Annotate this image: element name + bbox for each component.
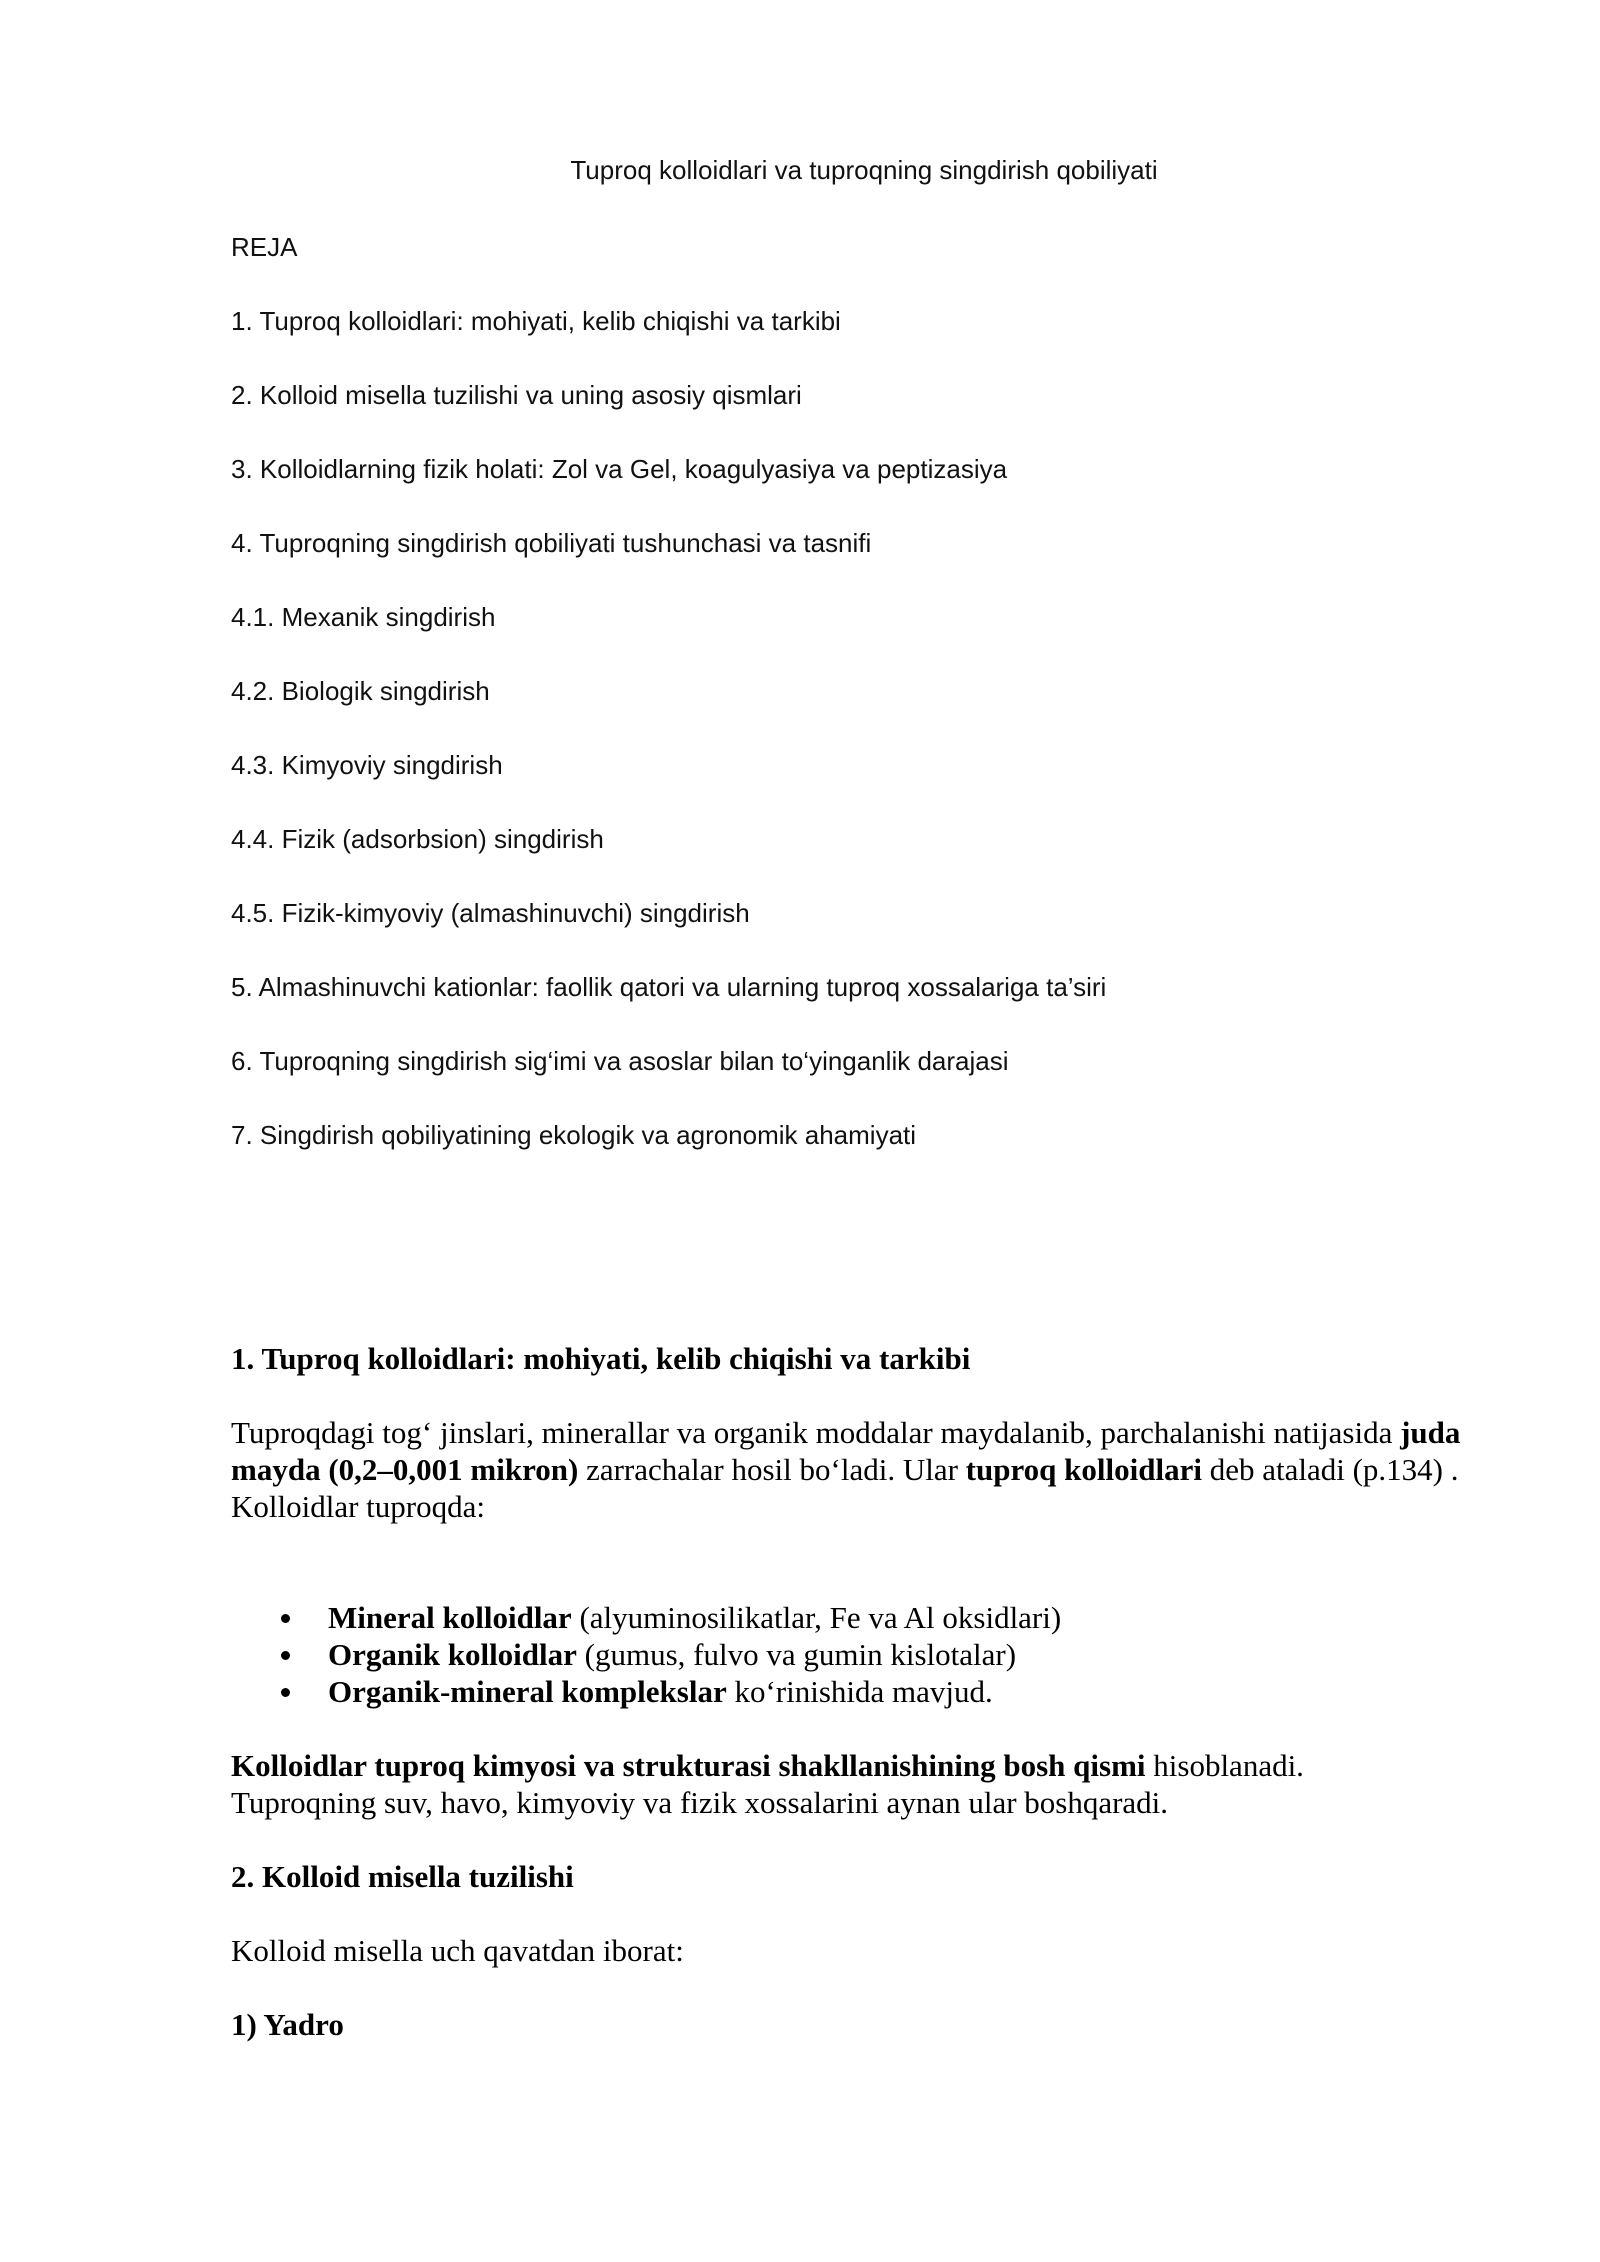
list-item: Organik-mineral komplekslar ko‘rinishida mavjud. [231, 1673, 1061, 1710]
plan-item: 4.1. Mexanik singdirish [231, 602, 496, 632]
section-heading: 1. Tuproq kolloidlari: mohiyati, kelib chiqishi va tarkibi [231, 1341, 971, 1376]
plan-item: 1. Tuproq kolloidlari: mohiyati, kelib chiqishi va tarkibi [231, 306, 841, 336]
bullet-icon [281, 1614, 290, 1623]
plan-item: 7. Singdirish qobiliyatining ekologik va agronomik ahamiyati [231, 1120, 917, 1150]
document-title: Tuproq kolloidlari va tuproqning singdirish qobiliyati [570, 155, 1158, 185]
bullet-list [231, 1599, 1061, 1710]
list-item: Organik kolloidlar (gumus, fulvo va gumin kislotalar) [231, 1636, 1061, 1673]
section1-summary: Kolloidlar tuproq kimyosi va strukturasi shakllanishining bosh qismi hisoblanadi. Tuproqning suv, havo, kimyoviy va fizik xossalarini aynan ular boshqaradi. [231, 1748, 1304, 1820]
bullet-icon [281, 1688, 290, 1697]
plan-item: 4.4. Fizik (adsorbsion) singdirish [231, 824, 604, 854]
plan-item: 3. Kolloidlarning fizik holati: Zol va Gel, koagulyasiya va peptizasiya [231, 454, 1008, 484]
plan-item: 4. Tuproqning singdirish qobiliyati tushunchasi va tasnifi [231, 528, 872, 558]
plan-item: 6. Tuproqning singdirish sig‘imi va asoslar bilan to‘yinganlik darajasi [231, 1046, 1009, 1076]
plan-item: 4.2. Biologik singdirish [231, 676, 490, 706]
plan-item: 2. Kolloid misella tuzilishi va uning asosiy qismlari [231, 380, 802, 410]
list-item: Mineral kolloidlar (alyuminosilikatlar, Fe va Al oksidlari) [231, 1599, 1061, 1636]
plan-item: 5. Almashinuvchi kationlar: faollik qatori va ularning tuproq xossalariga ta’siri [231, 972, 1107, 1002]
bullet-icon [281, 1651, 290, 1660]
plan-item: 4.3. Kimyoviy singdirish [231, 750, 503, 780]
plan-item: 4.5. Fizik-kimyoviy (almashinuvchi) singdirish [231, 898, 750, 928]
section2-intro: Kolloid misella uch qavatdan iborat: [231, 1933, 684, 1968]
section-heading: 2. Kolloid misella tuzilishi [231, 1859, 574, 1894]
section1-paragraph: Tuproqdagi tog‘ jinslari, minerallar va organik moddalar maydalanib, parchalanishi natijasida juda mayda (0,2–0,001 mikron) zarrachalar hosil bo‘ladi. Ular tuproq kolloidlari deb ataladi (p.134) . Kolloidlar tuproqda: [231, 1415, 1461, 1524]
plan-heading: REJA [231, 232, 298, 262]
subsection-heading: 1) Yadro [231, 2007, 344, 2042]
